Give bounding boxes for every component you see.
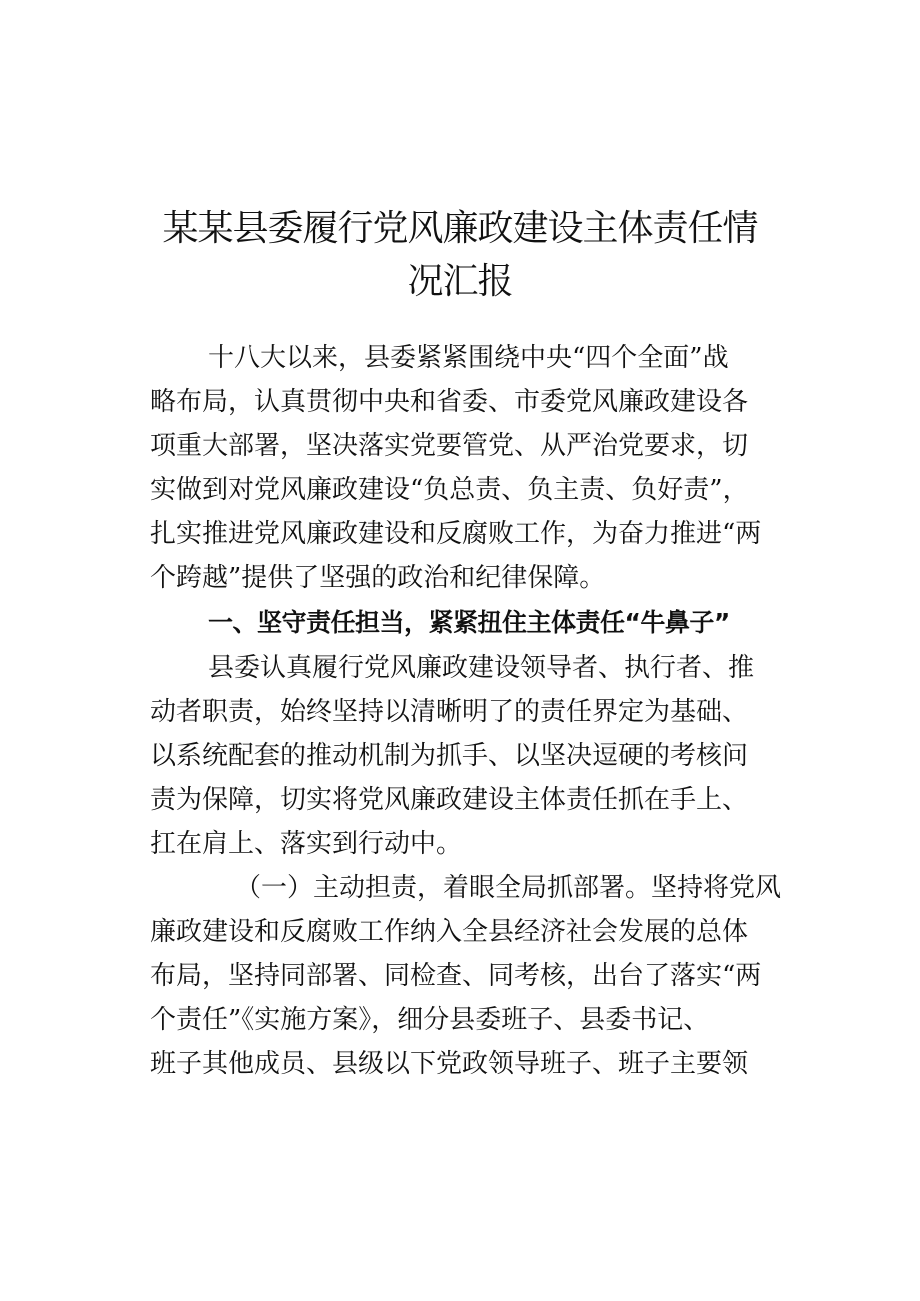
section-1-line-1: 县委认真履行党风廉政建设领导者、执行者、推 xyxy=(208,653,755,683)
intro-line-5: 扎实推进党风廉政建设和反腐败工作，为奋力推进“两 xyxy=(150,519,762,549)
document-title-line-1: 某某县委履行党风廉政建设主体责任情 xyxy=(162,208,758,249)
intro-line-4: 实做到对党风廉政建设“负总责、负主责、负好责”， xyxy=(150,475,749,505)
section-1-line-2: 动者职责，始终坚持以清晰明了的责任界定为基础、 xyxy=(150,697,749,727)
subsection-1-line-3: 布局，坚持同部署、同检查、同考核，出台了落实“两 xyxy=(150,961,762,991)
document-title-line-2: 况汇报 xyxy=(407,261,513,302)
subsection-1-line-2: 廉政建设和反腐败工作纳入全县经济社会发展的总体 xyxy=(150,917,749,947)
intro-line-3: 项重大部署，坚决落实党要管党、从严治党要求，切 xyxy=(150,431,749,461)
section-1-heading: 一、坚守责任担当，紧紧扭住主体责任“牛鼻子” xyxy=(208,608,730,637)
subsection-1-line-5: 班子其他成员、县级以下党政领导班子、班子主要领 xyxy=(150,1049,749,1079)
section-1-line-4: 责为保障，切实将党风廉政建设主体责任抓在手上、 xyxy=(150,785,749,815)
intro-line-6: 个跨越”提供了坚强的政治和纪律保障。 xyxy=(150,563,606,593)
section-1-line-5: 扛在肩上、落实到行动中。 xyxy=(150,829,463,859)
intro-line-1: 十八大以来，县委紧紧围绕中央“四个全面”战 xyxy=(208,343,729,373)
subsection-1-line-4: 个责任”《实施方案》，细分县委班子、县委书记、 xyxy=(150,1005,710,1035)
subsection-1-line-1: （一）主动担责，着眼全局抓部署。坚持将党风 xyxy=(235,873,782,903)
intro-line-2: 略布局，认真贯彻中央和省委、市委党风廉政建设各 xyxy=(150,387,749,417)
section-1-line-3: 以系统配套的推动机制为抓手、以坚决逗硬的考核问 xyxy=(150,741,749,771)
